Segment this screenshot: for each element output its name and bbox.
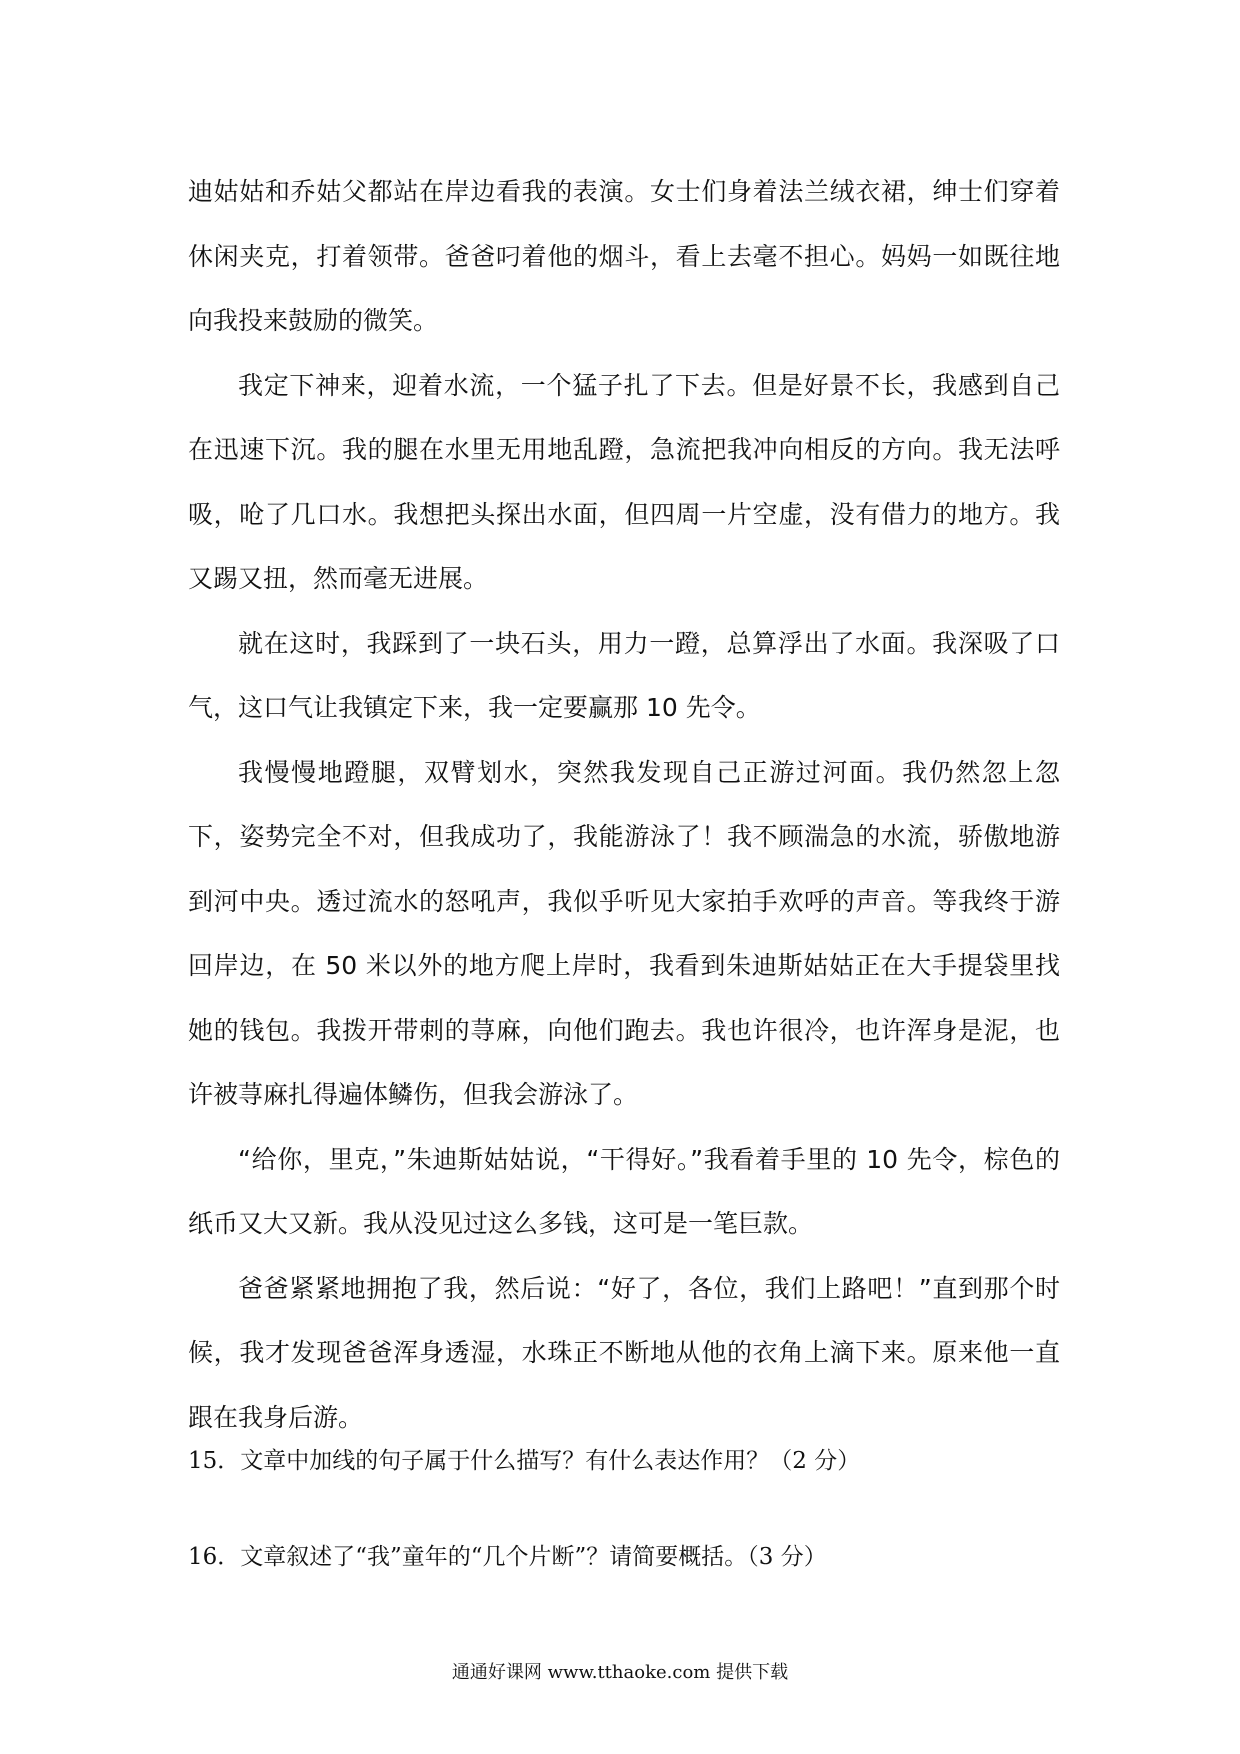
question-15: 15．文章中加线的句子属于什么描写？有什么表达作用？（2 分） [188,1448,861,1474]
paragraph-3: 就在这时，我踩到了一块石头，用力一蹬，总算浮出了水面。我深吸了口气，这口气让我镇定下来，我一定要赢那 10 先令。 [188,628,1060,722]
page-footer: 通通好课网 www.tthaoke.com 提供下载 [451,1662,789,1683]
paragraph-2: 我定下神来，迎着水流，一个猛子扎了下去。但是好景不长，我感到自己在迅速下沉。我的腿在水里无用地乱蹬，急流把我冲向相反的方向。我无法呼吸，呛了几口水。我想把头探出水面，但四周一片空虚，没有借力的地方。我又踢又扭，然而毫无进展。 [188,370,1060,593]
question-16: 16．文章叙述了“我”童年的“几个片断”？请简要概括。（3 分） [188,1544,827,1570]
paragraph-1: 迪姑姑和乔姑父都站在岸边看我的表演。女士们身着法兰绒衣裙，绅士们穿着休闲夹克，打着领带。爸爸叼着他的烟斗，看上去毫不担心。妈妈一如既往地向我投来鼓励的微笑。 [188,177,1060,335]
paragraph-4: 我慢慢地蹬腿，双臂划水，突然我发现自己正游过河面。我仍然忽上忽下，姿势完全不对，但我成功了，我能游泳了！我不顾湍急的水流，骄傲地游到河中央。透过流水的怒吼声，我似乎听见大家拍手欢呼的声音。等我终于游回岸边，在 50 米以外的地方爬上岸时，我看到朱迪斯姑姑正在大手提袋里找她的钱包。我拨开带刺的荨麻，向他们跑去。我也许很冷，也许浑身是泥，也许被荨麻扎得遍体鳞伤，但我会游泳了。 [188,757,1060,1109]
paragraph-6: 爸爸紧紧地拥抱了我，然后说：“好了，各位，我们上路吧！”直到那个时候，我才发现爸爸浑身透湿，水珠正不断地从他的衣角上滴下来。原来他一直跟在我身后游。 [188,1273,1060,1432]
story-text [188,160,1060,1450]
paragraph-5: “给你，里克，”朱迪斯姑姑说，“干得好。”我看着手里的 10 先令，棕色的纸币又大又新。我从没见过这么多钱，这可是一笔巨款。 [188,1144,1060,1238]
